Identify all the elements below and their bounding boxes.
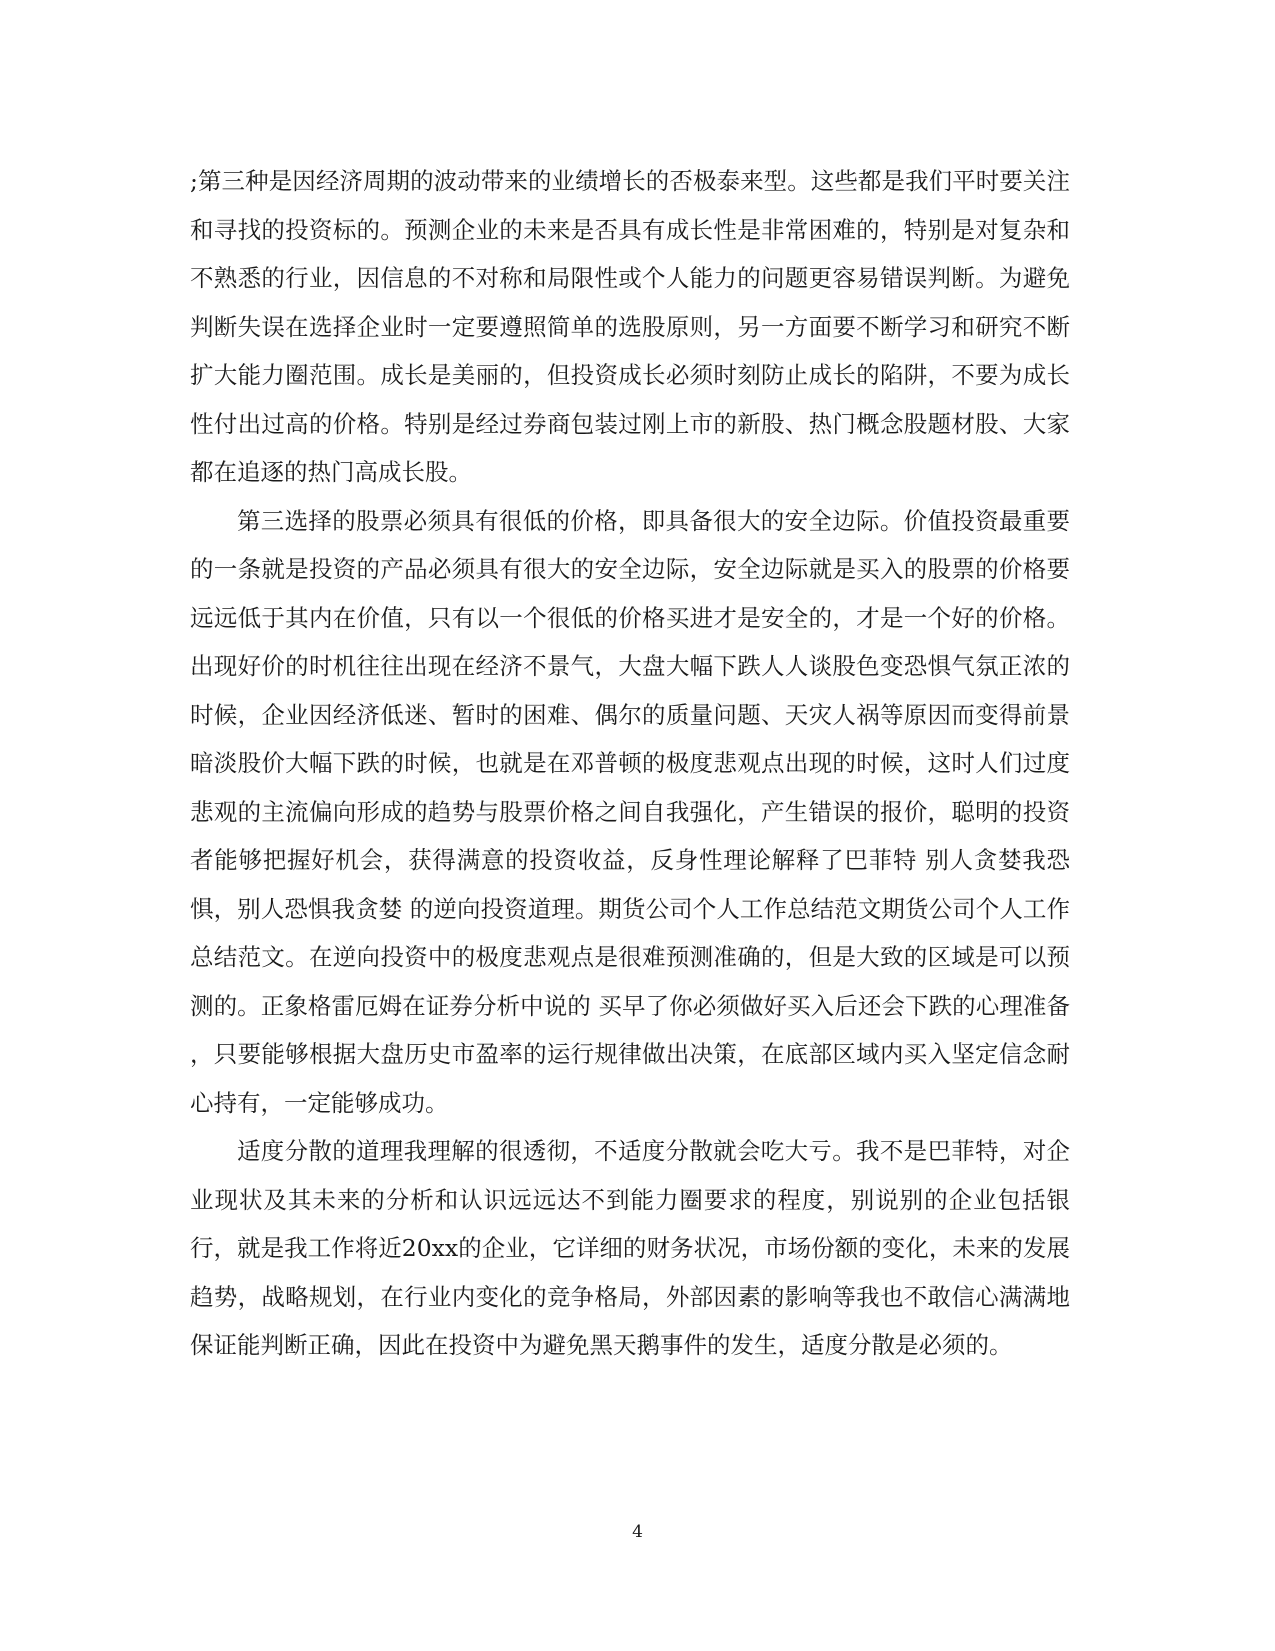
paragraph-growth-stocks: ;第三种是因经济周期的波动带来的业绩增长的否极泰来型。这些都是我们平时要关注和寻找的投资标的。预测企业的未来是否具有成长性是非常困难的，特别是对复杂和不熟悉的行业，因信息的不对称和局限性或个人能力的问题更容易错误判断。为避免判断失误在选择企业时一定要遵照简单的选股原则，另一方面要不断学习和研究不断扩大能力圈范围。成长是美丽的，但投资成长必须时刻防止成长的陷阱，不要为成长性付出过高的价格。特别是经过券商包装过刚上市的新股、热门概念股题材股、大家都在追逐的热门高成长股。: [190, 167, 1070, 486]
page-number: 4: [632, 1522, 643, 1542]
paragraph-safety-margin: 第三选择的股票必须具有很低的价格，即具备很大的安全边际。价值投资最重要的一条就是投资的产品必须具有很大的安全边际，安全边际就是买入的股票的价格要远远低于其内在价值，只有以一个很低的价格买进才是安全的，才是一个好的价格。出现好价的时机往往出现在经济不景气，大盘大幅下跌人人谈股色变恐惧气氛正浓的时候，企业因经济低迷、暂时的困难、偶尔的质量问题、天灾人祸等原因而变得前景暗淡股价大幅下跌的时候，也就是在邓普顿的极度悲观点出现的时候，这时人们过度悲观的主流偏向形成的趋势与股票价格之间自我强化，产生错误的报价，聪明的投资者能够把握好机会，获得满意的投资收益，反身性理论解释了巴菲特 别人贪婪我恐惧，别人恐惧我贪婪 的逆向投资道理。期货公司个人工作总结范文期货公司个人工作总结范文。在逆向投资中的极度悲观点是很难预测准确的，但是大致的区域是可以预测的。正象格雷厄姆在证券分析中说的 买早了你必须做好买入后还会下跌的心理准备 ，只要能够根据大盘历史市盈率的运行规律做出决策，在底部区域内买入坚定信念耐心持有，一定能够成功。: [190, 506, 1070, 1117]
document-body: [190, 157, 1070, 1370]
paragraph-diversification: 适度分散的道理我理解的很透彻，不适度分散就会吃大亏。我不是巴菲特，对企业现状及其未来的分析和认识远远达不到能力圈要求的程度，别说别的企业包括银行，就是我工作将近20xx的企业，它详细的财务状况，市场份额的变化，未来的发展趋势，战略规划，在行业内变化的竞争格局，外部因素的影响等我也不敢信心满满地保证能判断正确，因此在投资中为避免黑天鹅事件的发生，适度分散是必须的。: [190, 1137, 1070, 1359]
